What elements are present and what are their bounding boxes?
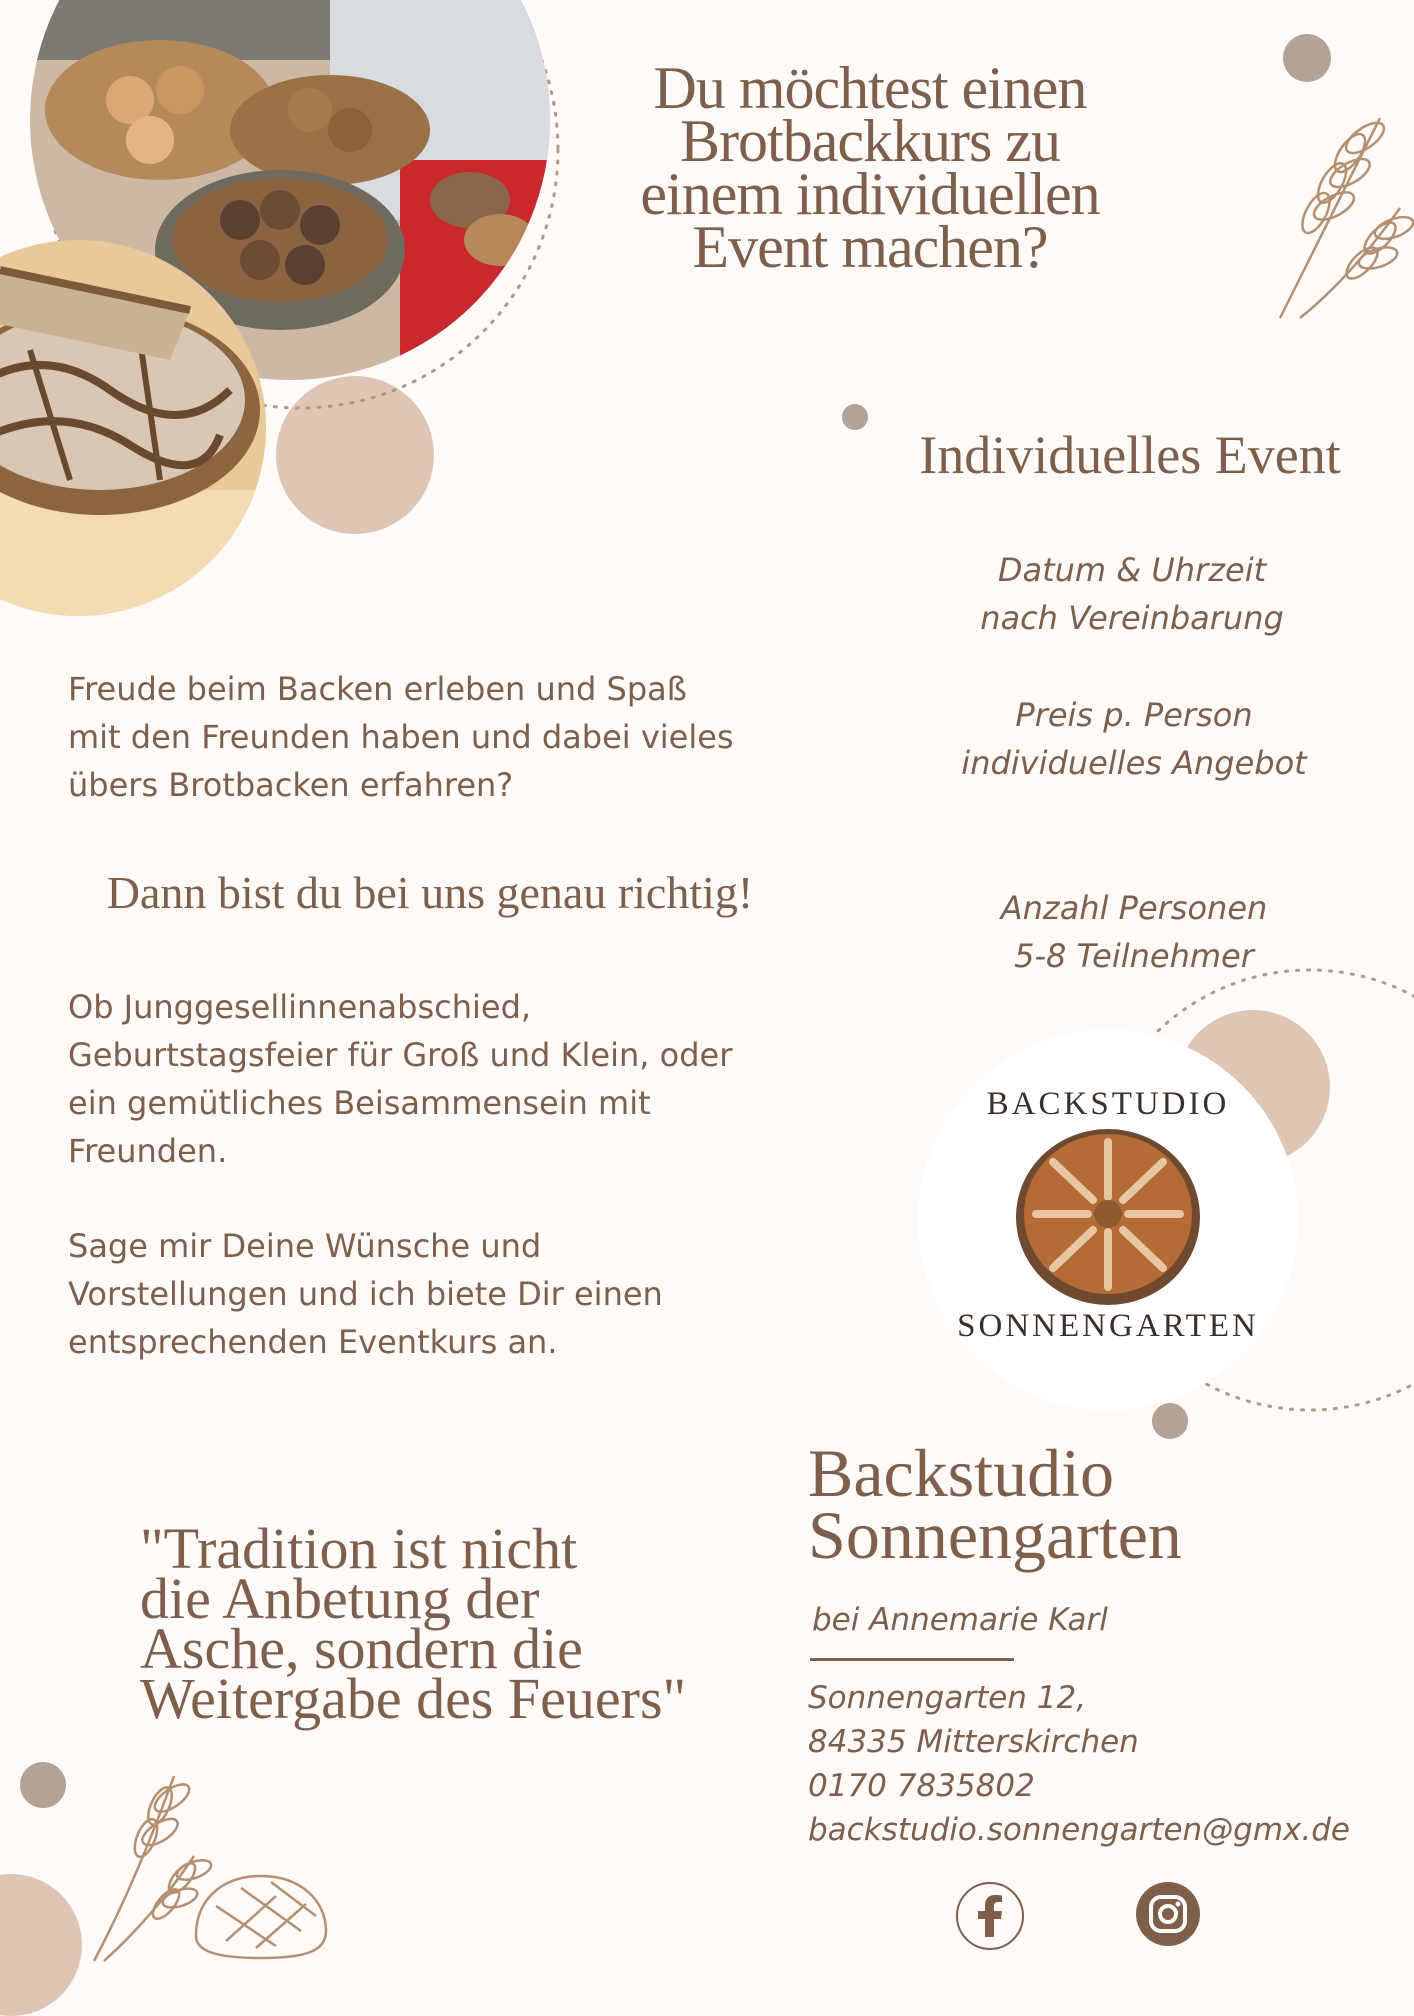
contact-email[interactable]: backstudio.sonnengarten@gmx.de: [808, 1812, 1350, 1848]
brand-name-line: Sonnengarten: [808, 1497, 1182, 1573]
paragraph-line: ein gemütliches Beisammensein mit: [68, 1084, 651, 1122]
quote-line: Asche, sondern die: [140, 1616, 583, 1681]
logo-bottom-text: SONNENGARTEN: [957, 1308, 1259, 1344]
paragraph-line: entsprechenden Eventkurs an.: [68, 1323, 558, 1361]
quote-line: "Tradition ist nicht: [140, 1516, 578, 1581]
wheat-icon: [1270, 98, 1414, 328]
detail-value: nach Vereinbarung: [980, 599, 1284, 637]
detail-value: 5-8 Teilnehmer: [1014, 937, 1254, 975]
paragraph-line: Sage mir Deine Wünsche und: [68, 1227, 542, 1265]
brand-name-line: Backstudio: [808, 1435, 1114, 1511]
detail-date: [912, 546, 1352, 642]
decor-dot-bottom-left: [20, 1762, 66, 1808]
logo-top-text: BACKSTUDIO: [986, 1086, 1230, 1122]
paragraph-line: Ob Junggesellinnenabschied,: [68, 988, 532, 1026]
detail-value: individuelles Angebot: [961, 744, 1307, 782]
brand-name: [808, 1435, 1368, 1573]
detail-participants: [914, 884, 1354, 980]
bread-loaf-image: [1008, 1122, 1208, 1312]
owner-name: bei Annemarie Karl: [812, 1602, 1108, 1638]
quote-line: die Anbetung der: [140, 1566, 540, 1631]
occasions-paragraph: [68, 983, 808, 1175]
headline-line: Event machen?: [692, 214, 1048, 280]
quote-line: Weitergabe des Feuers": [140, 1666, 687, 1731]
decor-circle-bottom-left: [0, 1874, 82, 2016]
paragraph-line: übers Brotbacken erfahren?: [68, 766, 514, 804]
instagram-link[interactable]: [1136, 1882, 1200, 1946]
detail-label: Preis p. Person: [1015, 696, 1253, 734]
bread-icon: [186, 1866, 336, 1966]
quote: [140, 1516, 780, 1731]
contact-city: 84335 Mitterskirchen: [808, 1724, 1139, 1760]
facebook-icon: [975, 1895, 1005, 1937]
invitation-paragraph: [68, 1222, 808, 1366]
facebook-link[interactable]: [956, 1882, 1024, 1950]
headline-line: Brotbackkurs zu: [680, 108, 1060, 174]
event-title: Individuelles Event: [919, 425, 1341, 485]
instagram-icon: [1148, 1894, 1188, 1934]
paragraph-line: mit den Freunden haben und dabei vieles: [68, 718, 734, 756]
headline: [560, 55, 1180, 280]
paragraph-line: Freude beim Backen erleben und Spaß: [68, 670, 687, 708]
tagline: Dann bist du bei uns genau richtig!: [106, 867, 754, 918]
intro-paragraph: [68, 665, 808, 809]
paragraph-line: Vorstellungen und ich biete Dir einen: [68, 1275, 663, 1313]
decor-dot-top-right: [1283, 34, 1331, 82]
paragraph-line: Geburtstagsfeier für Groß und Klein, oder: [68, 1036, 733, 1074]
paragraph-line: Freunden.: [68, 1132, 228, 1170]
detail-price: [914, 691, 1354, 787]
headline-line: einem individuellen: [640, 161, 1100, 227]
detail-label: Datum & Uhrzeit: [997, 551, 1267, 589]
divider: [810, 1658, 1014, 1661]
contact-street: Sonnengarten 12,: [808, 1680, 1087, 1716]
logo: [918, 1030, 1298, 1410]
detail-label: Anzahl Personen: [1000, 889, 1268, 927]
contact-phone[interactable]: 0170 7835802: [808, 1768, 1035, 1804]
headline-line: Du möchtest einen: [653, 55, 1087, 121]
